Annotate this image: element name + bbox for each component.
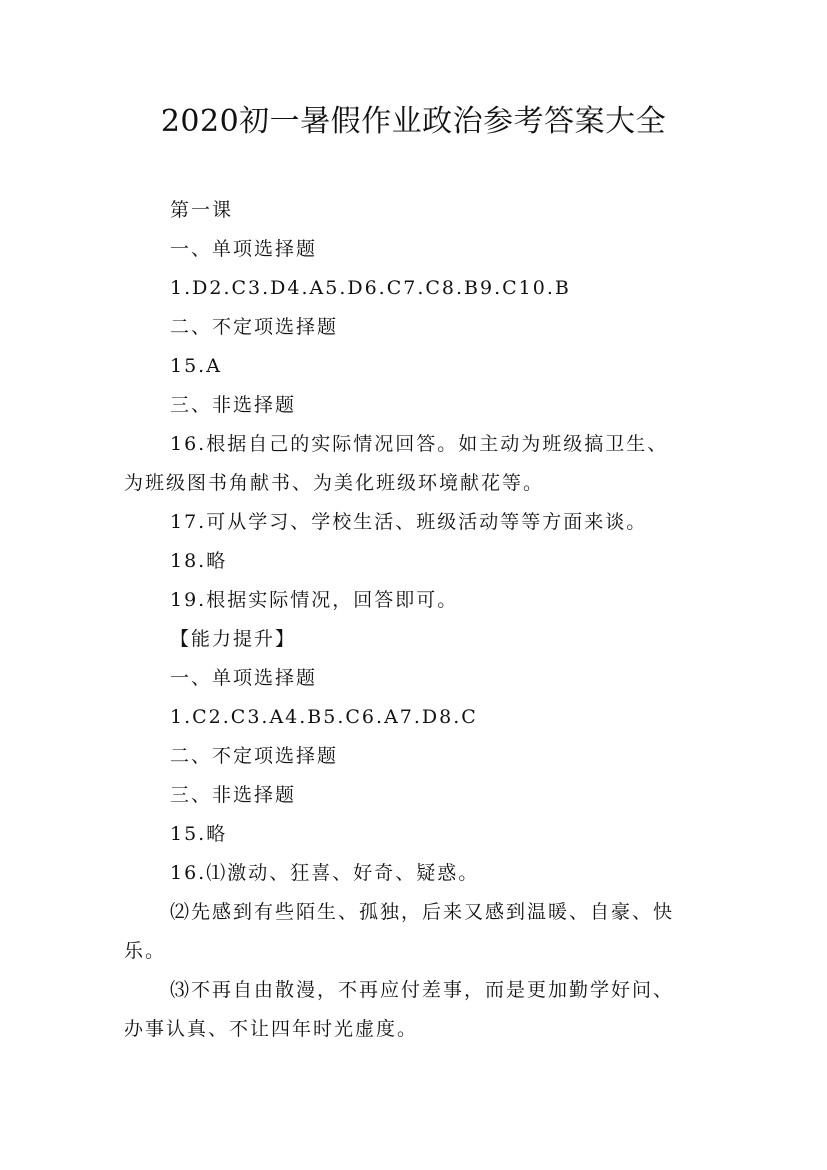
- paragraph-line: 三、非选择题: [170, 784, 297, 806]
- paragraph-line: 一、单项选择题: [170, 667, 318, 689]
- paragraph-line: 19.根据实际情况，回答即可。: [170, 589, 459, 611]
- paragraph-line: 第一课: [170, 199, 234, 221]
- paragraph-line: 18.略: [170, 550, 228, 572]
- paragraph-line: 三、非选择题: [170, 394, 297, 416]
- paragraph-line: 【能力提升】: [170, 628, 297, 650]
- paragraph-line: 16.⑴激动、狂喜、好奇、疑惑。: [170, 862, 480, 884]
- paragraph-line: 15.A: [170, 355, 222, 377]
- paragraph-line: 办事认真、不让四年时光虚度。: [124, 1018, 419, 1040]
- paragraph-line: 一、单项选择题: [170, 238, 318, 260]
- document-body: [124, 191, 724, 1049]
- paragraph-line: ⑵先感到有些陌生、孤独，后来又感到温暖、自豪、快: [170, 901, 675, 923]
- paragraph-line: 为班级图书角献书、为美化班级环境献花等。: [124, 472, 545, 494]
- document-title: 2020初一暑假作业政治参考答案大全: [160, 104, 667, 139]
- paragraph-line: 二、不定项选择题: [170, 745, 339, 767]
- paragraph-line: 16.根据自己的实际情况回答。如主动为班级搞卫生、: [170, 433, 669, 455]
- paragraph-line: 1.D2.C3.D4.A5.D6.C7.C8.B9.C10.B: [170, 277, 571, 299]
- paragraph-line: 乐。: [124, 940, 167, 962]
- paragraph-line: 二、不定项选择题: [170, 316, 339, 338]
- paragraph-line: 17.可从学习、学校生活、班级活动等等方面来谈。: [170, 511, 648, 533]
- paragraph-line: ⑶不再自由散漫，不再应付差事，而是更加勤学好问、: [170, 979, 675, 1001]
- paragraph-line: 1.C2.C3.A4.B5.C6.A7.D8.C: [170, 706, 478, 728]
- paragraph-line: 15.略: [170, 823, 228, 845]
